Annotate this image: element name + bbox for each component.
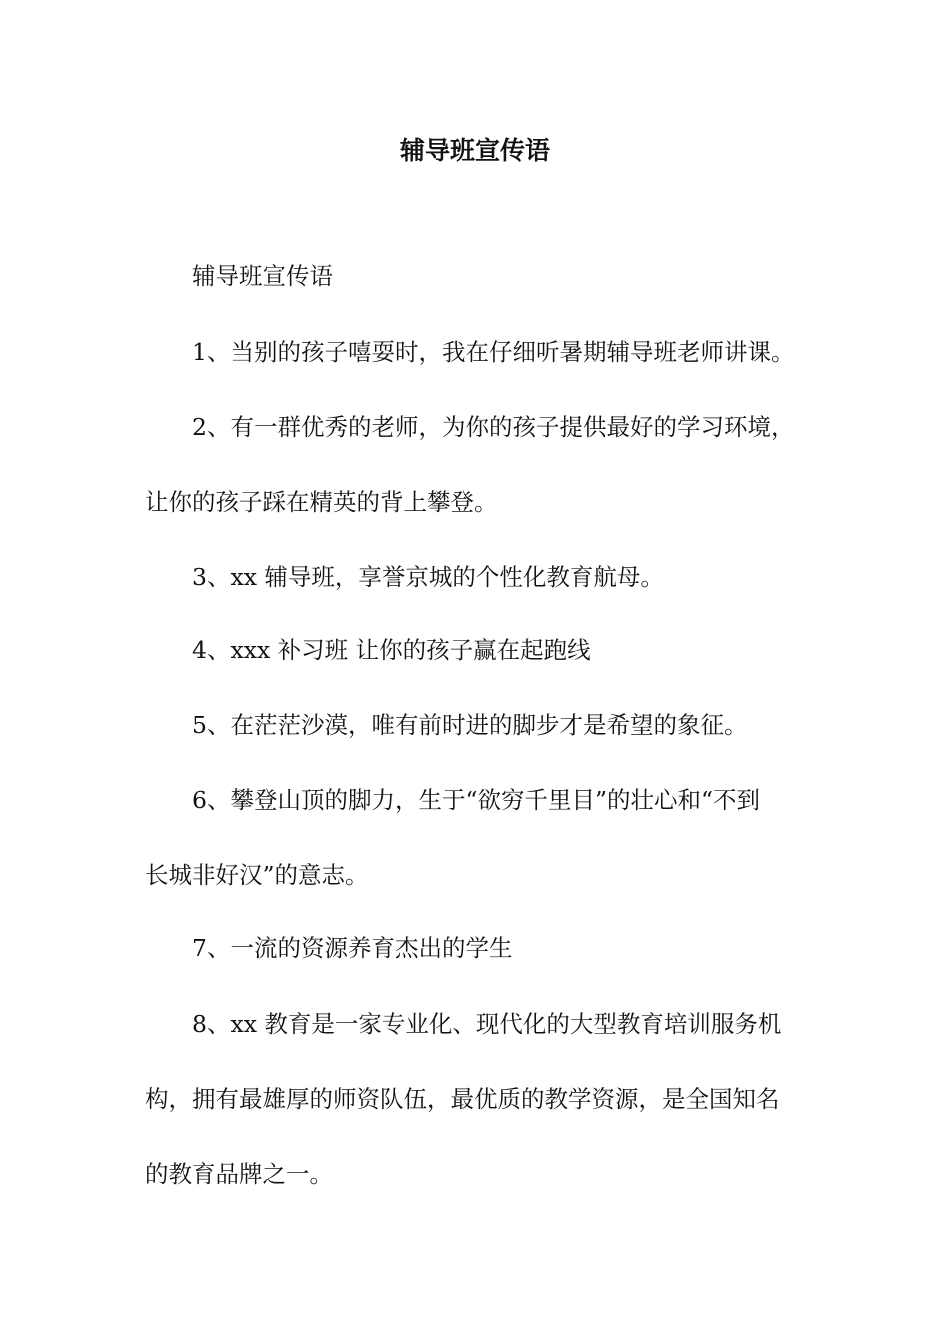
document-title: 辅导班宣传语 xyxy=(399,136,550,165)
subtitle-line: 辅导班宣传语 xyxy=(192,262,333,290)
slogan-8-cont-2: 的教育品牌之一。 xyxy=(145,1160,333,1188)
slogan-6: 6、攀登山顶的脚力，生于“欲穷千里目”的壮心和“不到 xyxy=(192,786,760,814)
slogan-5: 5、在茫茫沙漠，唯有前时进的脚步才是希望的象征。 xyxy=(192,711,748,739)
slogan-8: 8、xx 教育是一家专业化、现代化的大型教育培训服务机 xyxy=(192,1010,782,1038)
slogan-8-cont-1: 构，拥有最雄厚的师资队伍，最优质的教学资源，是全国知名 xyxy=(145,1085,780,1113)
slogan-6-cont: 长城非好汉”的意志。 xyxy=(145,861,369,889)
slogan-1: 1、当别的孩子嘻耍时，我在仔细听暑期辅导班老师讲课。 xyxy=(192,338,795,366)
slogan-4: 4、xxx 补习班 让你的孩子赢在起跑线 xyxy=(192,636,591,664)
slogan-2-cont: 让你的孩子踩在精英的背上攀登。 xyxy=(145,488,498,516)
slogan-3: 3、xx 辅导班，享誉京城的个性化教育航母。 xyxy=(192,563,664,591)
slogan-2: 2、有一群优秀的老师，为你的孩子提供最好的学习环境， xyxy=(192,413,795,441)
slogan-7: 7、一流的资源养育杰出的学生 xyxy=(192,934,513,962)
